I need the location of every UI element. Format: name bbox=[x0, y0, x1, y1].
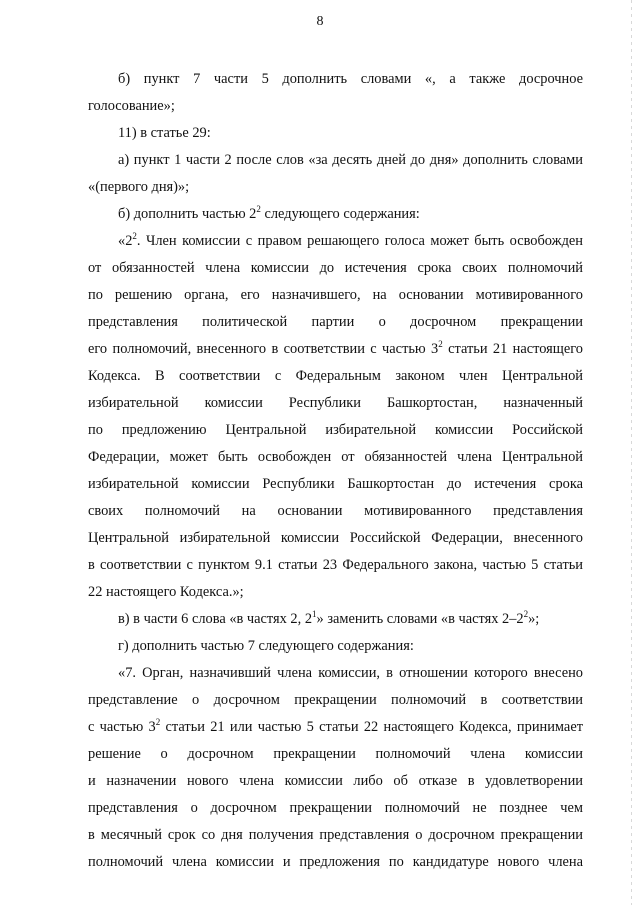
text-line: и назначении нового члена комиссии либо об отказе в удовлетворении bbox=[88, 773, 583, 789]
text-line: представления о досрочном прекращении полномочий не позднее чем bbox=[88, 800, 583, 816]
text-line: полномочий члена комиссии и предложения по кандидатуре нового члена bbox=[88, 854, 583, 870]
text-line: 11) в статье 29: bbox=[118, 125, 211, 141]
text-line: избирательной комиссии Республики Башкортостан, назначенный bbox=[88, 395, 583, 411]
text-line: по предложению Центральной избирательной комиссии Российской bbox=[88, 422, 583, 438]
text-line: Центральной избирательной комиссии Российской Федерации, внесенного bbox=[88, 530, 583, 546]
text-line bbox=[88, 201, 583, 228]
text-fragment: статьи 21 настоящего bbox=[442, 341, 583, 357]
text-fragment: следующего содержания: bbox=[260, 206, 420, 222]
text-line: в соответствии с пунктом 9.1 статьи 23 Федерального закона, частью 5 статьи bbox=[88, 557, 583, 573]
text-fragment: его полномочий, внесенного в соответствии с частью 3 bbox=[88, 341, 439, 357]
text-line bbox=[88, 714, 583, 741]
text-fragment: с частью 3 bbox=[88, 719, 156, 735]
text-line: решение о досрочном прекращении полномочий члена комиссии bbox=[88, 746, 583, 762]
superscript: 2 bbox=[155, 717, 161, 727]
text-line: Кодекса. В соответствии с Федеральным законом член Центральной bbox=[88, 368, 583, 384]
text-line: б) пункт 7 части 5 дополнить словами «, а также досрочное bbox=[118, 71, 583, 87]
text-line: своих полномочий на основании мотивированного представления bbox=[88, 503, 583, 519]
text-line: г) дополнить частью 7 следующего содержания: bbox=[118, 638, 414, 654]
text-line: Федерации, может быть освобожден от обязанностей члена Центральной bbox=[88, 449, 583, 465]
text-fragment: статьи 21 или частью 5 статьи 22 настоящего Кодекса, принимает bbox=[160, 719, 583, 735]
superscript: 1 bbox=[312, 609, 317, 619]
text-line: голосование»; bbox=[88, 98, 175, 114]
text-line bbox=[88, 336, 583, 363]
document-body bbox=[88, 66, 583, 876]
text-fragment: . Член комиссии с правом решающего голоса может быть освобожден bbox=[136, 233, 583, 249]
text-line: а) пункт 1 части 2 после слов «за десять дней до дня» дополнить словами bbox=[118, 152, 583, 168]
page-number: 8 bbox=[316, 14, 324, 29]
text-line: 22 настоящего Кодекса.»; bbox=[88, 584, 244, 600]
text-line: по решению органа, его назначившего, на основании мотивированного bbox=[88, 287, 583, 303]
text-fragment: » заменить словами «в частях 2–2 bbox=[316, 611, 524, 627]
superscript: 2 bbox=[132, 231, 137, 241]
text-line: «(первого дня)»; bbox=[88, 179, 190, 195]
scan-edge-mark bbox=[631, 0, 632, 905]
text-line: избирательной комиссии Республики Башкортостан до истечения срока bbox=[88, 476, 583, 492]
text-line bbox=[88, 606, 583, 633]
text-fragment: »; bbox=[528, 611, 540, 627]
text-line: «7. Орган, назначивший члена комиссии, в отношении которого внесено bbox=[118, 665, 583, 681]
text-line bbox=[88, 228, 583, 255]
superscript: 2 bbox=[256, 204, 261, 214]
superscript: 2 bbox=[523, 609, 529, 619]
text-line: от обязанностей члена комиссии до истечения срока своих полномочий bbox=[88, 260, 583, 276]
text-line: в месячный срок со дня получения представления о досрочном прекращении bbox=[88, 827, 583, 843]
superscript: 2 bbox=[438, 339, 443, 349]
text-fragment: «2 bbox=[118, 233, 133, 249]
text-line: представление о досрочном прекращении полномочий в соответствии bbox=[88, 692, 583, 708]
text-fragment: в) в части 6 слова «в частях 2, 2 bbox=[118, 611, 313, 627]
text-line: представления политической партии о досрочном прекращении bbox=[88, 314, 583, 330]
text-fragment: б) дополнить частью 2 bbox=[118, 206, 257, 222]
